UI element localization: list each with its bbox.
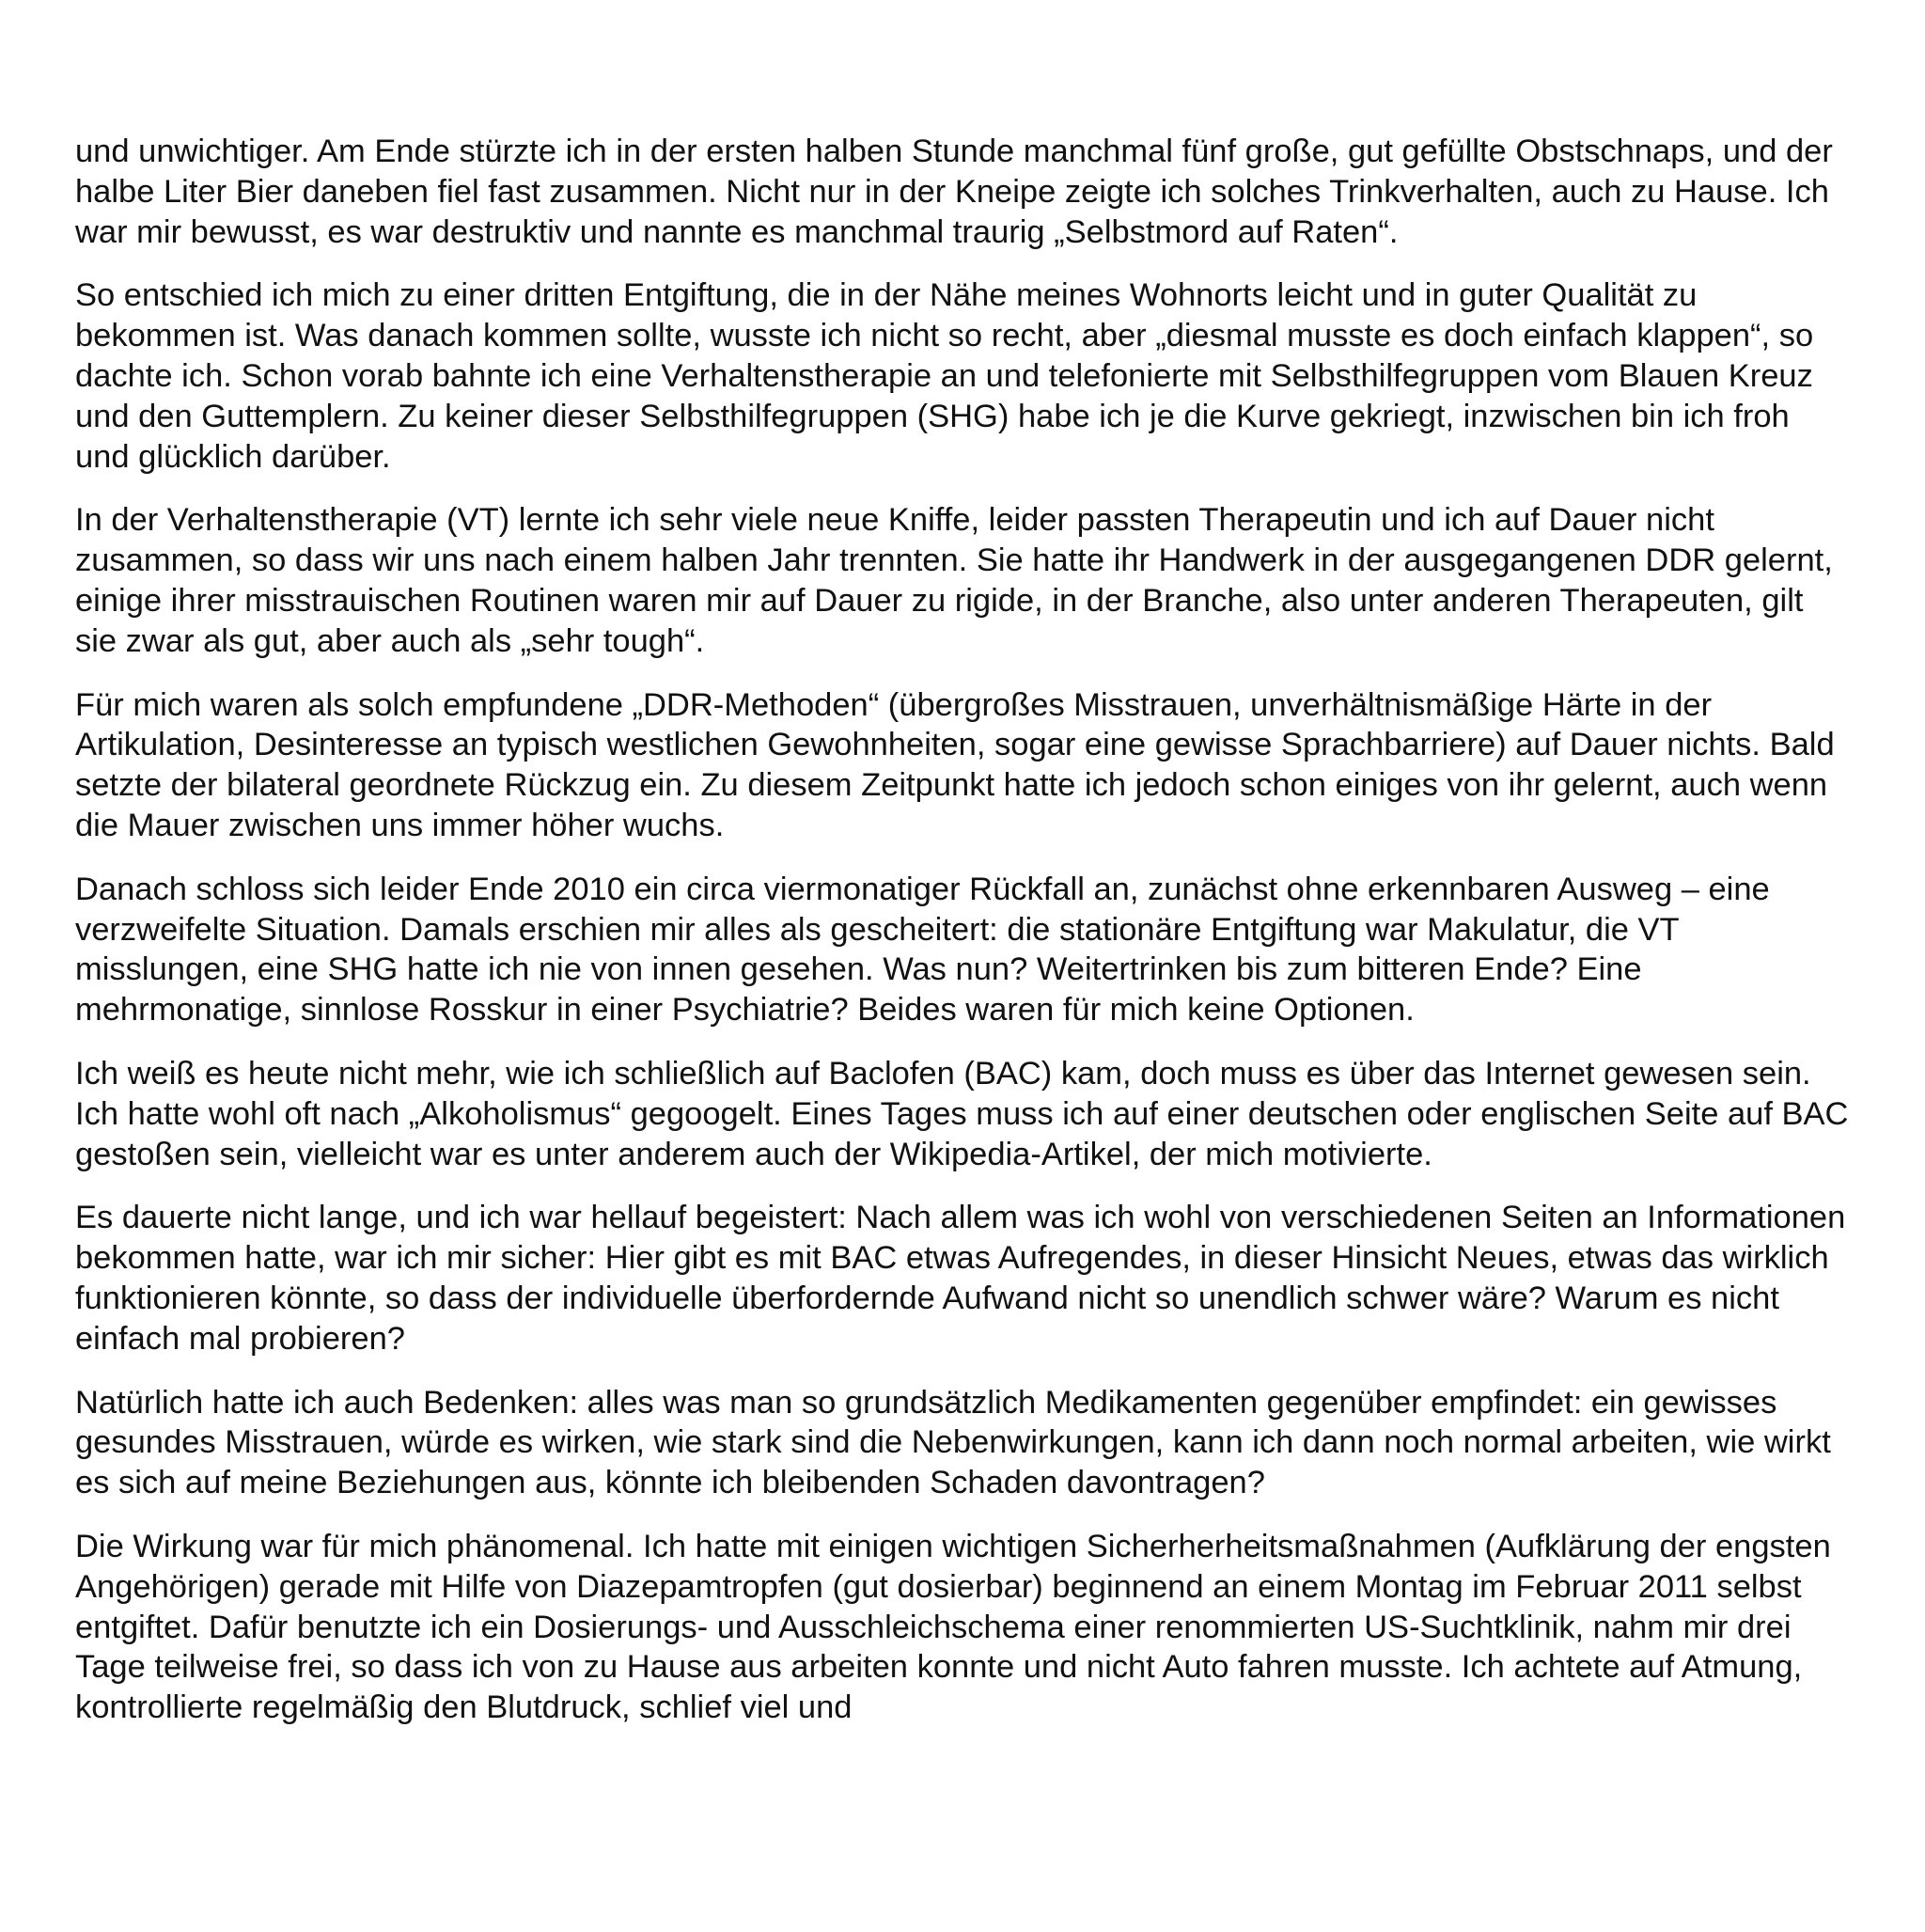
paragraph: Danach schloss sich leider Ende 2010 ein circa viermonatiger Rückfall an, zunächst ohne erkennbaren Ausweg – eine verzweifelte Situation. Damals erschien mir alles als gescheitert: die stationäre Entgiftung war Makulatur, die VT misslungen, eine SHG hatte ich nie von innen gesehen. Was nun? Weitertrinken bis zum bitteren Ende? Eine mehrmonatige, sinnlose Rosskur in einer Psychiatrie? Beides waren für mich keine Optionen. xyxy=(75,871,1770,1029)
paragraph: und unwichtiger. Am Ende stürzte ich in der ersten halben Stunde manchmal fünf große, gut gefüllte Obstschnaps, und der halbe Liter Bier daneben fiel fast zusammen. Nicht nur in der Kneipe zeigte ich solches Trinkverhalten, auch zu Hause. Ich war mir bewusst, es war destruktiv und nannte es manchmal traurig „Selbstmord auf Raten“. xyxy=(75,134,1833,250)
paragraph: Die Wirkung war für mich phänomenal. Ich hatte mit einigen wichtigen Sicherherheitsmaßnahmen (Aufklärung der engsten Angehörigen) gerade mit Hilfe von Diazepamtropfen (gut dosierbar) beginnend an einem Montag im Februar 2011 selbst entgiftet. Dafür benutzte ich ein Dosierungs- und Ausschleichschema einer renommierten US-Suchtklinik, nahm mir drei Tage teilweise frei, so dass ich von zu Hause aus arbeiten konnte und nicht Auto fahren musste. Ich achtete auf Atmung, kontrollierte regelmäßig den Blutdruck, schlief viel und xyxy=(75,1528,1831,1726)
paragraph: Ich weiß es heute nicht mehr, wie ich schließlich auf Baclofen (BAC) kam, doch muss es über das Internet gewesen sein. Ich hatte wohl oft nach „Alkoholismus“ gegoogelt. Eines Tages muss ich auf einer deutschen oder englischen Seite auf BAC gestoßen sein, vielleicht war es unter anderem auch der Wikipedia-Artikel, der mich motivierte. xyxy=(75,1055,1849,1172)
paragraph: In der Verhaltenstherapie (VT) lernte ich sehr viele neue Kniffe, leider passten Therapeutin und ich auf Dauer nicht zusammen, so dass wir uns nach einem halben Jahr trennten. Sie hatte ihr Handwerk in der ausgegangenen DDR gelernt, einige ihrer misstrauischen Routinen waren mir auf Dauer zu rigide, in der Branche, also unter anderen Therapeuten, gilt sie zwar als gut, aber auch als „sehr tough“. xyxy=(75,502,1833,659)
paragraph: Es dauerte nicht lange, und ich war hellauf begeistert: Nach allem was ich wohl von verschiedenen Seiten an Informationen bekommen hatte, war ich mir sicher: Hier gibt es mit BAC etwas Aufregendes, in dieser Hinsicht Neues, etwas das wirklich funktionieren könnte, so dass der individuelle überfordernde Aufwand nicht so unendlich schwer wäre? Warum es nicht einfach mal probieren? xyxy=(75,1200,1846,1357)
paragraph: Für mich waren als solch empfundene „DDR-Methoden“ (übergroßes Misstrauen, unverhältnismäßige Härte in der Artikulation, Desinteresse an typisch westlichen Gewohnheiten, sogar eine gewisse Sprachbarriere) auf Dauer nichts. Bald setzte der bilateral geordnete Rückzug ein. Zu diesem Zeitpunkt hatte ich jedoch schon einiges von ihr gelernt, auch wenn die Mauer zwischen uns immer höher wuchs. xyxy=(75,686,1835,843)
paragraph: So entschied ich mich zu einer dritten Entgiftung, die in der Nähe meines Wohnorts leicht und in guter Qualität zu bekommen ist. Was danach kommen sollte, wusste ich nicht so recht, aber „diesmal musste es doch einfach klappen“, so dachte ich. Schon vorab bahnte ich eine Verhaltenstherapie an und telefonierte mit Selbsthilfegruppen vom Blauen Kreuz und den Guttemplern. Zu keiner dieser Selbsthilfegruppen (SHG) habe ich je die Kurve gekriegt, inzwischen bin ich froh und glücklich darüber. xyxy=(75,277,1814,475)
paragraph: Natürlich hatte ich auch Bedenken: alles was man so grundsätzlich Medikamenten gegenüber empfindet: ein gewisses gesundes Misstrauen, würde es wirken, wie stark sind die Nebenwirkungen, kann ich dann noch normal arbeiten, wie wirkt es sich auf meine Beziehungen aus, könnte ich bleibenden Schaden davontragen? xyxy=(75,1384,1831,1501)
document-page xyxy=(75,132,1852,1751)
